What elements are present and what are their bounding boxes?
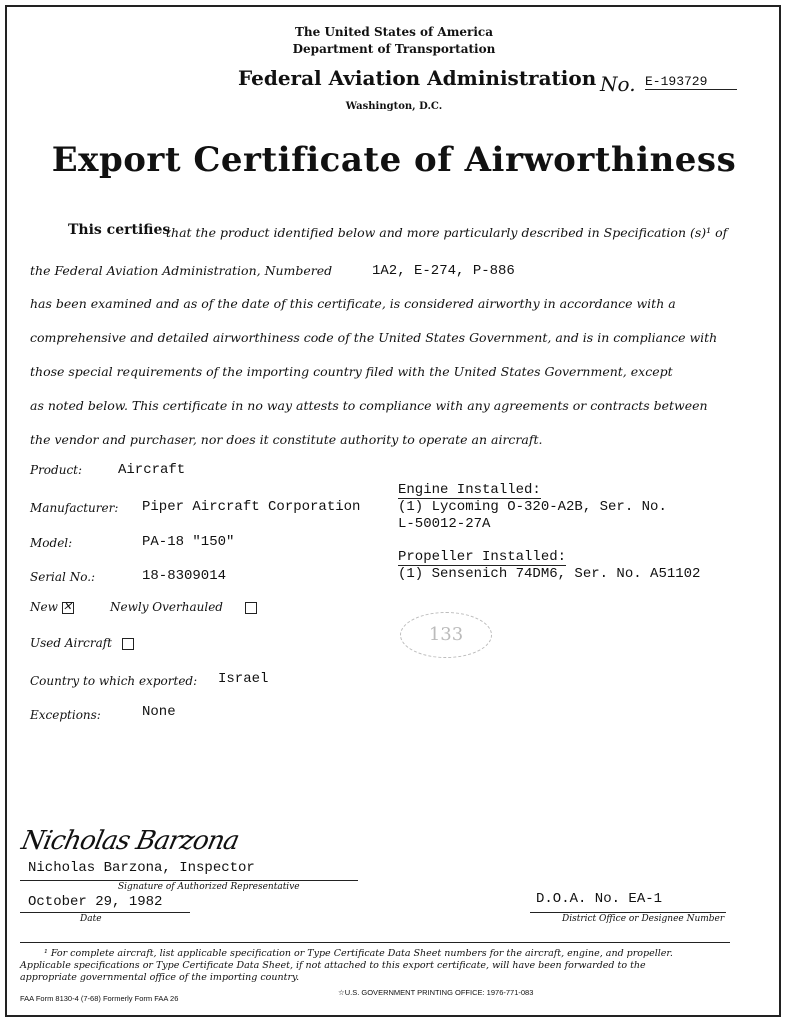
product-value: Aircraft bbox=[118, 462, 186, 478]
propeller-heading: Propeller Installed: bbox=[398, 549, 567, 565]
body-line3: has been examined and as of the date of this certificate, is considered airworthy in accordance with a bbox=[30, 296, 676, 311]
body-line7: the vendor and purchaser, nor does it constitute authority to operate an aircraft. bbox=[30, 432, 543, 447]
certificate-number-label: No. bbox=[600, 72, 636, 96]
handwritten-signature-text: Nicholas Barzona bbox=[18, 826, 242, 856]
date-caption: Date bbox=[80, 914, 102, 924]
footnote-line3: appropriate governmental office of the importing country. bbox=[20, 972, 300, 983]
model-value: PA-18 "150" bbox=[142, 534, 235, 550]
new-checkbox[interactable] bbox=[62, 602, 74, 614]
doa-number: D.O.A. No. EA-1 bbox=[536, 891, 663, 907]
body-line5: those special requirements of the importing country filed with the United States Government, except bbox=[30, 364, 673, 379]
body-line4: comprehensive and detailed airworthiness code of the United States Government, and is in compliance with bbox=[30, 330, 718, 345]
certificate-title: Export Certificate of Airworthiness bbox=[51, 140, 737, 180]
country-label: Country to which exported: bbox=[30, 674, 198, 688]
overhauled-label bbox=[110, 600, 257, 614]
issue-date: October 29, 1982 bbox=[28, 894, 163, 910]
manufacturer-label: Manufacturer: bbox=[30, 501, 119, 515]
agency-name: Federal Aviation Administration bbox=[238, 66, 597, 90]
printing-office: ☆U.S. GOVERNMENT PRINTING OFFICE: 1976-771-083 bbox=[338, 988, 534, 997]
stamp-text: 133 bbox=[428, 624, 464, 645]
propeller-line1: (1) Sensenich 74DM6, Ser. No. A51102 bbox=[398, 566, 701, 582]
used-checkbox[interactable] bbox=[122, 638, 134, 650]
product-label: Product: bbox=[30, 463, 83, 477]
engine-line2: L-50012-27A bbox=[398, 516, 491, 532]
footnote-line1: ¹ For complete aircraft, list applicable specification or Type Certificate Data Sheet numbers for the aircraft, engine, and propeller. bbox=[44, 948, 673, 959]
doa-caption: District Office or Designee Number bbox=[562, 914, 725, 924]
handwritten-signature bbox=[19, 826, 241, 856]
used-label-text: Used Aircraft bbox=[30, 636, 112, 650]
exceptions-label: Exceptions: bbox=[30, 708, 101, 722]
body-line2: the Federal Aviation Administration, Numbered bbox=[30, 263, 333, 278]
body-line1: that the product identified below and more particularly described in Specification (s)¹ of bbox=[166, 225, 728, 240]
manufacturer-value: Piper Aircraft Corporation bbox=[142, 499, 361, 515]
engine-line1: (1) Lycoming O-320-A2B, Ser. No. bbox=[398, 499, 667, 515]
inspector-name: Nicholas Barzona, Inspector bbox=[28, 860, 255, 876]
country-value: Israel bbox=[218, 671, 269, 687]
header-line2: Department of Transportation bbox=[292, 42, 496, 56]
serial-value: 18-8309014 bbox=[142, 568, 227, 584]
model-label: Model: bbox=[30, 536, 73, 550]
specification-numbers: 1A2, E-274, P-886 bbox=[372, 263, 515, 279]
doa-line bbox=[530, 912, 726, 913]
used-label bbox=[30, 636, 134, 650]
serial-label: Serial No.: bbox=[30, 570, 96, 584]
overhauled-label-text: Newly Overhauled bbox=[110, 600, 223, 614]
certificate-number: E-193729 bbox=[645, 74, 737, 90]
exceptions-value: None bbox=[142, 704, 176, 720]
overhauled-checkbox[interactable] bbox=[245, 602, 257, 614]
certifies-lead: This certifies bbox=[68, 222, 171, 238]
engine-heading: Engine Installed: bbox=[398, 482, 541, 498]
body-line6: as noted below. This certificate in no way attests to compliance with any agreements or contracts between bbox=[30, 398, 708, 413]
form-number: FAA Form 8130-4 (7-68) Formerly Form FAA 26 bbox=[20, 994, 179, 1003]
new-label bbox=[30, 600, 74, 614]
new-label-text: New bbox=[30, 600, 58, 614]
signature-caption: Signature of Authorized Representative bbox=[118, 882, 300, 892]
stamp-seal bbox=[400, 612, 492, 658]
header-city: Washington, D.C. bbox=[345, 101, 443, 112]
footnote-rule bbox=[20, 942, 730, 943]
signature-line bbox=[20, 880, 358, 881]
date-line bbox=[20, 912, 190, 913]
footnote-line2: Applicable specifications or Type Certificate Data Sheet, if not attached to this export certificate, will have been forwarded to the bbox=[20, 960, 646, 971]
header-line1: The United States of America bbox=[294, 25, 493, 39]
